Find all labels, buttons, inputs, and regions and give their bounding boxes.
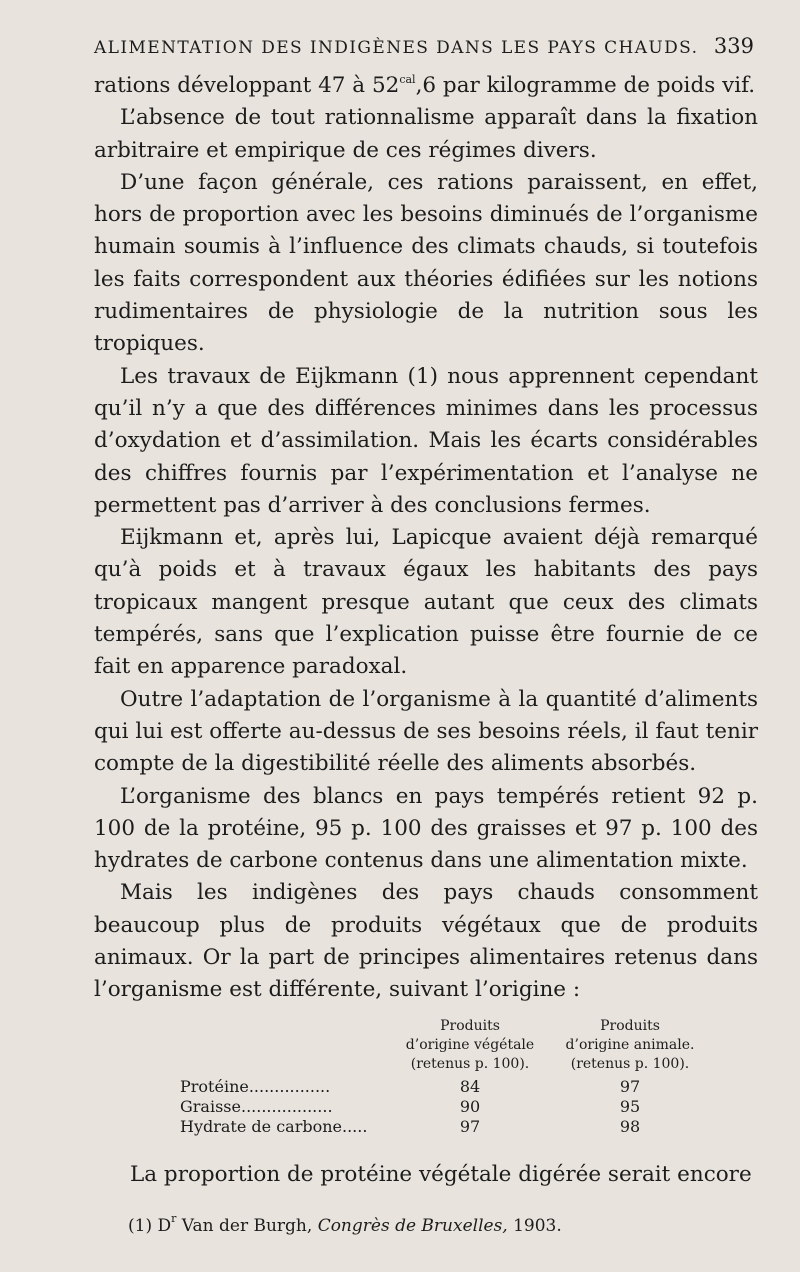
paragraph: D’une façon générale, ces rations paraissent, en effet, hors de proportion avec les besoins diminués de l’organisme humain soumis à l’influence des climats chauds, si toutefois les faits correspondent aux théories édifiées sur les notions rudimentaires de physiologie de la nutrition sous les tropiques. xyxy=(94,169,758,357)
closing-line: La proportion de protéine végétale digérée serait encore xyxy=(130,1162,752,1187)
vegetal-value: 97 xyxy=(459,1117,481,1136)
footnote-prefix: (1) D xyxy=(128,1216,172,1236)
paragraph: Les travaux de Eijkmann (1) nous apprennent cependant qu’il n’y a que des différences minimes dans les processus d’oxydation et d’assimilation. Mais les écarts considérables des chiffres fournis par l’expérimentation et l’analyse ne permettent pas d’arriver à des conclusions fermes. xyxy=(94,363,758,518)
header-line: (retenus p. 100). xyxy=(410,1056,530,1072)
header-line: Produits xyxy=(600,1018,660,1034)
superscript-cal: cal xyxy=(399,73,416,86)
animal-value: 98 xyxy=(619,1117,641,1136)
animal-value: 97 xyxy=(619,1077,641,1096)
footnote-author: Van der Burgh, xyxy=(176,1216,318,1236)
column-header-vegetal xyxy=(400,1017,540,1077)
footnote-work-title: Congrès de Bruxelles, xyxy=(317,1216,508,1236)
header-line: Produits xyxy=(440,1018,500,1034)
header-line: (retenus p. 100). xyxy=(570,1056,690,1072)
footnote-year: 1903. xyxy=(507,1216,562,1236)
running-header xyxy=(94,34,754,58)
paragraph: L’organisme des blancs en pays tempérés retient 92 p. 100 de la protéine, 95 p. 100 des graisses et 97 p. 100 des hydrates de carbone contenus dans une alimentation mixte. xyxy=(94,783,758,874)
paragraph: Outre l’adaptation de l’organisme à la quantité d’aliments qui lui est offerte au-dessus de ses besoins réels, il faut tenir compte de la digestibilité réelle des aliments absorbés. xyxy=(94,686,758,777)
table-row xyxy=(180,1077,740,1097)
vegetal-value: 84 xyxy=(459,1077,481,1096)
row-label: Hydrate de carbone..... xyxy=(180,1117,368,1136)
vegetal-value: 90 xyxy=(459,1097,481,1116)
table-row xyxy=(180,1117,740,1137)
paragraph: Eijkmann et, après lui, Lapicque avaient déjà remarqué qu’à poids et à travaux égaux les habitants des pays tropicaux mangent presque autant que ceux des climats tempérés, sans que l’explication puisse être fournie de ce fait en apparence paradoxal. xyxy=(94,525,758,680)
text-fragment: ,6 par kilogramme de poids vif. xyxy=(415,73,756,98)
table-header-blank xyxy=(180,1017,400,1077)
footnote-superscript: r xyxy=(171,1212,177,1225)
footnote xyxy=(128,1212,748,1236)
text-fragment: rations développant 47 à 52 xyxy=(94,73,400,98)
body-text xyxy=(94,64,758,1007)
paragraph-continuation xyxy=(94,64,758,102)
row-label: Protéine................ xyxy=(180,1077,331,1096)
header-line: d’origine animale. xyxy=(565,1037,695,1053)
animal-value: 95 xyxy=(619,1097,641,1116)
table-header xyxy=(180,1017,740,1077)
paragraph: L’absence de tout rationnalisme apparaît dans la fixation arbitraire et empirique de ces régimes divers. xyxy=(94,105,758,163)
paragraph: Mais les indigènes des pays chauds consomment beaucoup plus de produits végétaux que de produits animaux. Or la part de principes alimentaires retenus dans l’organisme est différente, suivant l’origine : xyxy=(94,880,758,1003)
row-label: Graisse.................. xyxy=(180,1097,333,1116)
table-row xyxy=(180,1097,740,1117)
retention-table xyxy=(180,1017,740,1137)
page-number: 339 xyxy=(713,34,754,58)
column-header-animal xyxy=(540,1017,720,1077)
header-line: d’origine végétale xyxy=(405,1037,535,1053)
running-title: ALIMENTATION DES INDIGÈNES DANS LES PAYS CHAUDS. xyxy=(94,38,699,58)
